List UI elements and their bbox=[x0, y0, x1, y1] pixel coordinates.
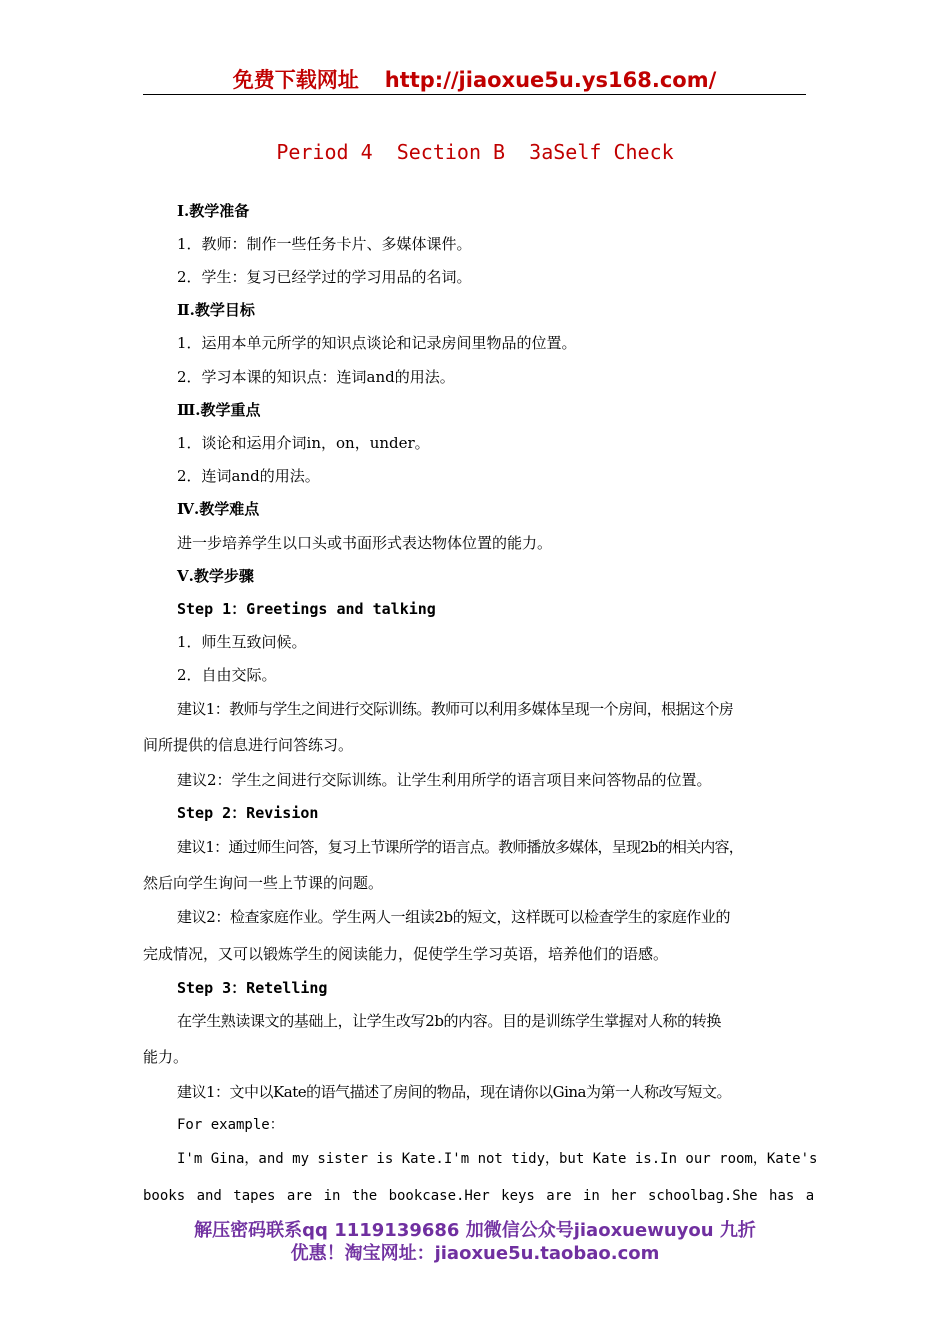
page-header bbox=[143, 66, 806, 95]
text-line: 完成情况，又可以锻炼学生的阅读能力，促使学生学习英语，培养他们的语感。 bbox=[143, 945, 669, 963]
footer-line-1: 解压密码联系qq 1119139686 加微信公众号jiaoxuewuyou 九折 bbox=[194, 1220, 756, 1241]
text-line: 1．谈论和运用介词in，on，under。 bbox=[177, 434, 430, 452]
section-heading-1: Ⅰ.教学准备 bbox=[177, 202, 250, 220]
step-heading-3: Step 3：Retelling bbox=[177, 979, 328, 997]
page-title: Period 4 Section B 3aSelf Check bbox=[276, 140, 674, 164]
text-line: 间所提供的信息进行问答练习。 bbox=[143, 736, 354, 754]
step-heading-1: Step 1：Greetings and talking bbox=[177, 600, 436, 618]
text-line: 进一步培养学生以口头或书面形式表达物体位置的能力。 bbox=[177, 534, 553, 552]
text-line: 能力。 bbox=[143, 1048, 189, 1066]
text-line: 1．教师：制作一些任务卡片、多媒体课件。 bbox=[177, 235, 472, 253]
text-line: 2．学习本课的知识点：连词and的用法。 bbox=[177, 368, 455, 386]
text-line: 1．运用本单元所学的知识点谈论和记录房间里物品的位置。 bbox=[177, 334, 577, 352]
text-line: 建议2：学生之间进行交际训练。让学生利用所学的语言项目来问答物品的位置。 bbox=[177, 771, 712, 789]
text-line: books and tapes are in the bookcase.Her keys are in her schoolbag.She has a bbox=[143, 1188, 815, 1204]
footer-line-2: 优惠！淘宝网址：jiaoxue5u.taobao.com bbox=[290, 1243, 660, 1264]
text-line: 然后向学生询问一些上节课的问题。 bbox=[143, 874, 384, 892]
text-line: I'm Gina，and my sister is Kate.I'm not tidy，but Kate is.In our room，Kate's bbox=[177, 1151, 818, 1167]
text-line: 在学生熟读课文的基础上，让学生改写2b的内容。目的是训练学生掌握对人称的转换 bbox=[177, 1012, 721, 1030]
section-heading-5: Ⅴ.教学步骤 bbox=[177, 567, 254, 585]
section-heading-2: Ⅱ.教学目标 bbox=[177, 301, 255, 319]
section-heading-4: Ⅳ.教学难点 bbox=[177, 500, 260, 518]
text-line: 建议1：文中以Kate的语气描述了房间的物品，现在请你以Gina为第一人称改写短文。 bbox=[177, 1083, 731, 1101]
step-heading-2: Step 2：Revision bbox=[177, 804, 319, 822]
text-line: 2．学生：复习已经学过的学习用品的名词。 bbox=[177, 268, 472, 286]
text-line: 1．师生互致问候。 bbox=[177, 633, 307, 651]
text-line: 2．连词and的用法。 bbox=[177, 467, 320, 485]
header-url[interactable]: http://jiaoxue5u.ys168.com/ bbox=[384, 68, 717, 92]
text-line: 2．自由交际。 bbox=[177, 666, 277, 684]
text-line: For example： bbox=[177, 1117, 284, 1133]
text-line: 建议2：检查家庭作业。学生两人一组读2b的短文，这样既可以检查学生的家庭作业的 bbox=[177, 908, 731, 926]
text-line: 建议1：通过师生问答，复习上节课所学的语言点。教师播放多媒体，呈现2b的相关内容， bbox=[177, 838, 743, 856]
text-line: 建议1：教师与学生之间进行交际训练。教师可以利用多媒体呈现一个房间，根据这个房 bbox=[177, 700, 734, 718]
header-label: 免费下载网址 bbox=[232, 68, 359, 92]
section-heading-3: Ⅲ.教学重点 bbox=[177, 401, 261, 419]
